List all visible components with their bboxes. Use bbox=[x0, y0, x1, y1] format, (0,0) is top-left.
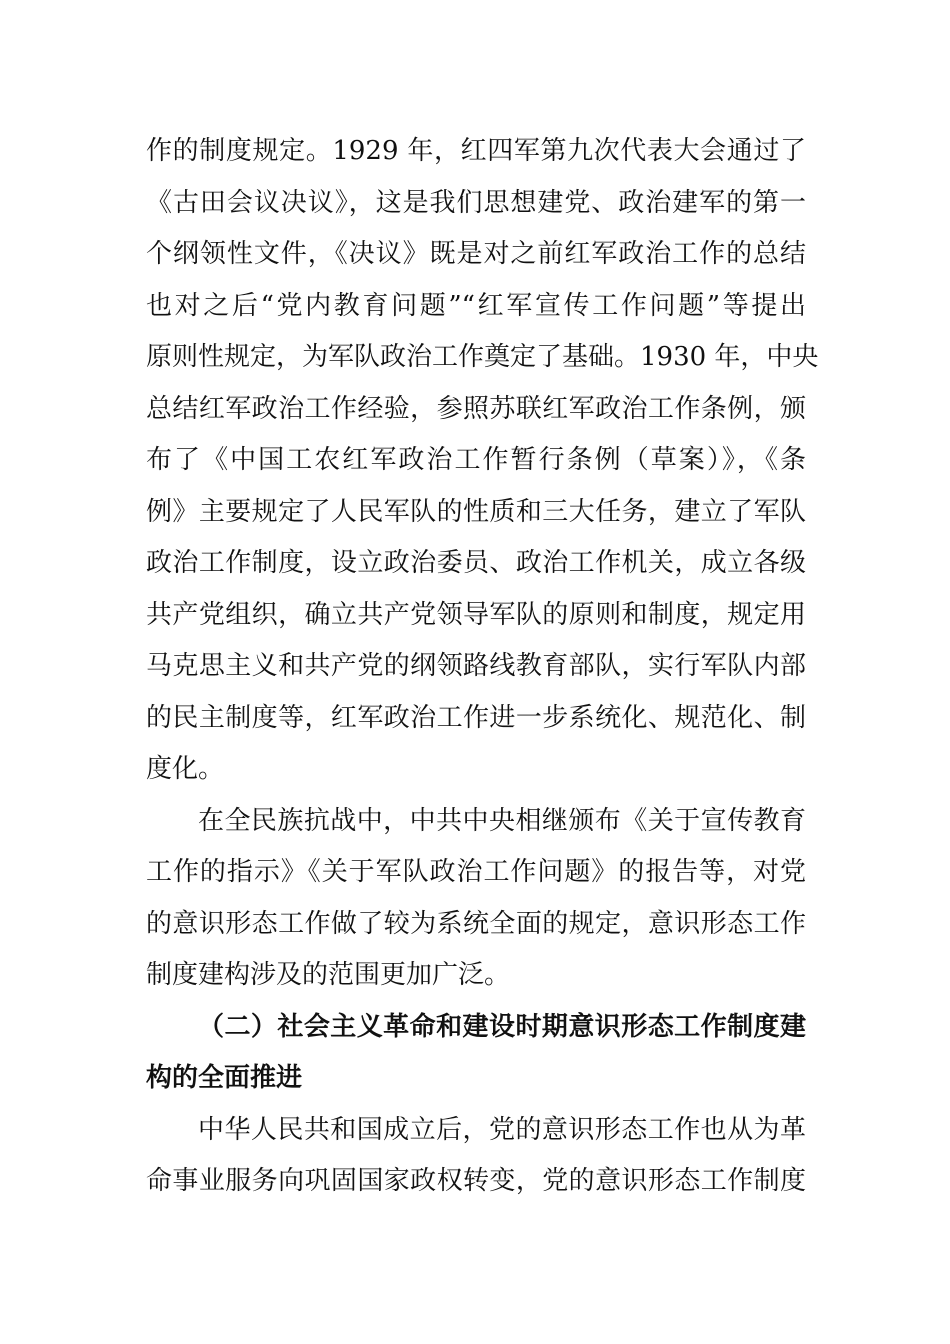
text-line: 政治工作制度，设立政治委员、政治工作机关，成立各级 bbox=[146, 548, 806, 578]
text-line: 制度建构涉及的范围更加广泛。 bbox=[146, 960, 511, 990]
text-line: 也对之后“党内教育问题”“红军宣传工作问题”等提出 bbox=[146, 291, 806, 321]
heading-line: （二）社会主义革命和建设时期意识形态工作制度建 bbox=[198, 1012, 806, 1042]
text-line: 个纲领性文件，《决议》既是对之前红军政治工作的总结 bbox=[146, 239, 806, 269]
text-line: 中华人民共和国成立后，党的意识形态工作也从为革 bbox=[198, 1115, 806, 1145]
text-line: 的意识形态工作做了较为系统全面的规定，意识形态工作 bbox=[146, 909, 806, 939]
text-line: 的民主制度等，红军政治工作进一步系统化、规范化、制 bbox=[146, 703, 806, 733]
text-line: 总结红军政治工作经验，参照苏联红军政治工作条例，颁 bbox=[146, 394, 806, 424]
text-line: 布了《中国工农红军政治工作暂行条例（草案）》，《条 bbox=[146, 445, 806, 475]
text-line: 命事业服务向巩固国家政权转变，党的意识形态工作制度 bbox=[146, 1166, 806, 1196]
heading-line: 构的全面推进 bbox=[146, 1063, 303, 1093]
text-line: 《古田会议决议》，这是我们思想建党、政治建军的第一 bbox=[146, 188, 806, 218]
text-line: 例》主要规定了人民军队的性质和三大任务，建立了军队 bbox=[146, 497, 806, 527]
text-line: 度化。 bbox=[146, 754, 225, 784]
text-line: 在全民族抗战中，中共中央相继颁布《关于宣传教育 bbox=[198, 806, 806, 836]
text-line: 作的制度规定。1929 年，红四军第九次代表大会通过了 bbox=[146, 136, 806, 166]
text-line: 工作的指示》《关于军队政治工作问题》的报告等，对党 bbox=[146, 857, 806, 887]
text-line: 马克思主义和共产党的纲领路线教育部队，实行军队内部 bbox=[146, 651, 806, 681]
text-line: 原则性规定，为军队政治工作奠定了基础。1930 年，中央 bbox=[146, 342, 819, 372]
text-line: 共产党组织，确立共产党领导军队的原则和制度，规定用 bbox=[146, 600, 806, 630]
